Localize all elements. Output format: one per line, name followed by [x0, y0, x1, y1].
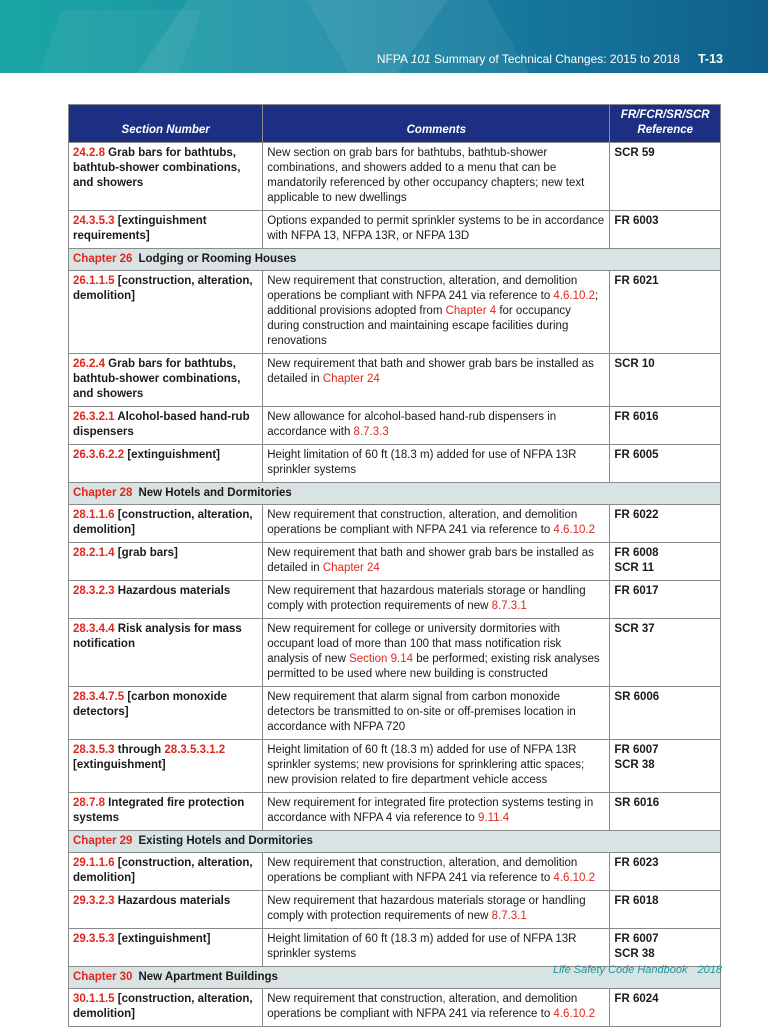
comment-cell	[263, 891, 610, 929]
table-row	[69, 505, 721, 543]
comment-text: New requirement for college or university dormitories with occupant load of more than 100 that mass notification risk analysis of new	[267, 623, 562, 665]
section-number: 26.2.4	[73, 358, 105, 370]
comment-text: New requirement that hazardous materials storage or handling comply with protection requirements of new	[267, 585, 586, 612]
comment-cell	[263, 619, 610, 687]
section-number: 26.3.2.1	[73, 411, 115, 423]
reference-cell	[610, 740, 721, 793]
comment-text: New requirement that hazardous materials storage or handling comply with protection requirements of new	[267, 895, 586, 922]
cross-reference: 4.6.10.2	[553, 872, 595, 884]
reference-cell	[610, 505, 721, 543]
table-row	[69, 853, 721, 891]
reference-cell	[610, 891, 721, 929]
section-number: 28.2.1.4	[73, 547, 115, 559]
section-number: 28.3.5.3.1.2	[164, 744, 226, 756]
reference-cell	[610, 354, 721, 407]
section-title: [extinguishment]	[124, 449, 220, 461]
chapter-title: Lodging or Rooming Houses	[138, 253, 297, 265]
section-number: 29.1.1.6	[73, 857, 115, 869]
chapter-heading	[69, 249, 721, 271]
table-row	[69, 445, 721, 483]
section-number: 29.3.2.3	[73, 895, 115, 907]
reference-cell	[610, 143, 721, 211]
chapter-title: New Hotels and Dormitories	[138, 487, 292, 499]
section-cell	[69, 445, 263, 483]
section-number: 28.1.1.6	[73, 509, 115, 521]
section-title: Alcohol-based hand-rub dispensers	[73, 411, 250, 438]
comment-text: New requirement that construction, alteration, and demolition operations be compliant with NFPA 241 via reference to	[267, 993, 578, 1020]
section-cell	[69, 581, 263, 619]
section-number: 30.1.1.5	[73, 993, 115, 1005]
column-header-section: Section Number	[69, 105, 263, 143]
cross-reference: 4.6.10.2	[553, 1008, 595, 1020]
header-title-em: 101	[410, 52, 431, 66]
comment-cell	[263, 445, 610, 483]
table-row	[69, 211, 721, 249]
reference-id: SR 6006	[614, 691, 660, 703]
reference-id: FR 6024	[614, 993, 659, 1005]
table-row	[69, 929, 721, 967]
comment-text: ; additional provisions adopted from	[267, 290, 599, 317]
reference-cell	[610, 581, 721, 619]
comment-cell	[263, 853, 610, 891]
table-row	[69, 619, 721, 687]
cross-reference: 8.7.3.1	[491, 600, 527, 612]
reference-id: FR 6007	[614, 933, 659, 945]
page-number: T-13	[697, 52, 723, 66]
section-number: 24.2.8	[73, 147, 105, 159]
section-number: 28.3.4.7.5	[73, 691, 125, 703]
reference-id: SCR 10	[614, 358, 655, 370]
section-title: [grab bars]	[114, 547, 178, 559]
column-header-reference	[610, 105, 721, 143]
table-row	[69, 740, 721, 793]
cross-reference: 4.6.10.2	[553, 290, 595, 302]
comment-cell	[263, 687, 610, 740]
comment-cell	[263, 143, 610, 211]
comment-cell	[263, 793, 610, 831]
section-cell	[69, 505, 263, 543]
reference-id: FR 6017	[614, 585, 659, 597]
comment-text: Height limitation of 60 ft (18.3 m) added for use of NFPA 13R sprinkler systems; new provisions for sprinklering attic spaces; new provision related to fire department vehicle access	[267, 744, 585, 786]
reference-cell	[610, 853, 721, 891]
section-cell	[69, 271, 263, 354]
section-title: [extinguishment]	[114, 933, 211, 945]
section-number: 28.7.8	[73, 797, 105, 809]
comment-cell	[263, 989, 610, 1027]
cross-reference: Chapter 4	[445, 305, 497, 317]
comment-text: New requirement that bath and shower grab bars be installed as detailed in	[267, 547, 594, 574]
cross-reference: 4.6.10.2	[553, 524, 595, 536]
cross-reference: 9.11.4	[477, 812, 510, 824]
comment-text: New requirement for integrated fire protection systems testing in accordance with NFPA 4 via reference to	[267, 797, 594, 824]
chapter-row	[69, 831, 721, 853]
section-cell	[69, 211, 263, 249]
chapter-row	[69, 483, 721, 505]
reference-id: FR 6007	[614, 744, 659, 756]
section-title: Integrated fire protection systems	[73, 797, 245, 824]
reference-id: FR 6018	[614, 895, 659, 907]
section-number: 28.3.4.4	[73, 623, 115, 635]
reference-cell	[610, 619, 721, 687]
reference-id: FR 6008	[614, 547, 659, 559]
section-number: 26.3.6.2.2	[73, 449, 125, 461]
table-row	[69, 143, 721, 211]
chapter-heading	[69, 483, 721, 505]
running-header	[377, 52, 723, 66]
reference-cell	[610, 543, 721, 581]
cross-reference: Chapter 24	[322, 373, 380, 385]
comment-text: Height limitation of 60 ft (18.3 m) added for use of NFPA 13R sprinkler systems	[267, 933, 577, 960]
section-title: Grab bars for bathtubs, bathtub-shower combinations, and showers	[73, 147, 241, 189]
comment-cell	[263, 271, 610, 354]
table-body	[69, 143, 721, 1027]
comment-text: Options expanded to permit sprinkler systems to be in accordance with NFPA 13, NFPA 13R, or NFPA 13D	[267, 215, 605, 242]
reference-id: FR 6003	[614, 215, 659, 227]
footer-book-title: Life Safety Code Handbook	[552, 964, 688, 976]
reference-id: FR 6023	[614, 857, 659, 869]
reference-cell	[610, 989, 721, 1027]
section-title: Hazardous materials	[114, 585, 231, 597]
table-row	[69, 354, 721, 407]
header-banner	[0, 0, 768, 73]
table-row	[69, 271, 721, 354]
reference-cell	[610, 271, 721, 354]
section-cell	[69, 793, 263, 831]
table-row	[69, 407, 721, 445]
section-title: [carbon monoxide detectors]	[73, 691, 228, 718]
comment-text: be performed; existing risk analyses permitted to be used where new building is constructed	[267, 653, 600, 680]
reference-cell	[610, 407, 721, 445]
comment-text: New section on grab bars for bathtubs, bathtub-shower combinations, and showers added to a menu that can be mandatorily referenced by other occupancy chapters; new text applicable to new dwellings	[267, 147, 585, 204]
reference-id: SCR 11	[614, 562, 655, 574]
footer-year: 2018	[697, 964, 722, 976]
cross-reference: Section 9.14	[349, 653, 414, 665]
section-cell	[69, 143, 263, 211]
reference-cell	[610, 929, 721, 967]
chapter-number: Chapter 28	[73, 487, 133, 499]
reference-id: FR 6022	[614, 509, 659, 521]
column-header-comments: Comments	[263, 105, 610, 143]
table-row	[69, 543, 721, 581]
section-title: [construction, alteration, demolition]	[73, 275, 253, 302]
section-cell	[69, 989, 263, 1027]
reference-id: SCR 38	[614, 759, 655, 771]
table-row	[69, 989, 721, 1027]
comment-cell	[263, 581, 610, 619]
comment-cell	[263, 354, 610, 407]
table-header-row	[69, 105, 721, 143]
comment-text: New requirement that bath and shower grab bars be installed as detailed in	[267, 358, 594, 385]
section-title: Grab bars for bathtubs, bathtub-shower combinations, and showers	[73, 358, 241, 400]
chapter-number: Chapter 30	[73, 971, 133, 983]
reference-cell	[610, 445, 721, 483]
reference-id: SCR 59	[614, 147, 655, 159]
section-number: 29.3.5.3	[73, 933, 115, 945]
section-title: [construction, alteration, demolition]	[73, 857, 253, 884]
section-cell	[69, 407, 263, 445]
cross-reference: 8.7.3.3	[353, 426, 389, 438]
chapter-title: New Apartment Buildings	[138, 971, 278, 983]
reference-header-line1: FR/FCR/SR/SCR	[620, 109, 710, 121]
comment-text: New requirement that alarm signal from carbon monoxide detectors be transmitted to on-site or off-premises location in accordance with NFPA 720	[267, 691, 576, 733]
chapter-number: Chapter 26	[73, 253, 133, 265]
comment-text: New requirement that construction, alteration, and demolition operations be compliant with NFPA 241 via reference to	[267, 509, 578, 536]
table-row	[69, 793, 721, 831]
comment-text: New allowance for alcohol-based hand-rub dispensers in accordance with	[267, 411, 557, 438]
comment-cell	[263, 211, 610, 249]
comment-cell	[263, 505, 610, 543]
cross-reference: 8.7.3.1	[491, 910, 527, 922]
reference-cell	[610, 687, 721, 740]
chapter-row	[69, 249, 721, 271]
section-title: [extinguishment]	[73, 759, 166, 771]
comment-cell	[263, 740, 610, 793]
comment-text: New requirement that construction, alteration, and demolition operations be compliant with NFPA 241 via reference to	[267, 275, 578, 302]
section-cell	[69, 687, 263, 740]
section-number: 28.3.2.3	[73, 585, 115, 597]
section-cell	[69, 929, 263, 967]
chapter-heading	[69, 831, 721, 853]
comment-text: New requirement that construction, alteration, and demolition operations be compliant with NFPA 241 via reference to	[267, 857, 578, 884]
section-title: through	[114, 744, 165, 756]
section-number: 24.3.5.3	[73, 215, 115, 227]
reference-id: FR 6021	[614, 275, 659, 287]
running-footer	[553, 964, 722, 976]
table-row	[69, 891, 721, 929]
comment-cell	[263, 407, 610, 445]
header-title-pre: NFPA	[376, 52, 411, 66]
comment-cell	[263, 929, 610, 967]
section-title: [construction, alteration, demolition]	[73, 509, 253, 536]
reference-cell	[610, 211, 721, 249]
section-cell	[69, 740, 263, 793]
cross-reference: Chapter 24	[322, 562, 380, 574]
section-title: [construction, alteration, demolition]	[73, 993, 253, 1020]
section-cell	[69, 853, 263, 891]
section-number: 28.3.5.3	[73, 744, 115, 756]
section-cell	[69, 619, 263, 687]
chapter-number: Chapter 29	[73, 835, 133, 847]
table-row	[69, 581, 721, 619]
reference-id: SCR 37	[614, 623, 655, 635]
section-title: Hazardous materials	[114, 895, 231, 907]
section-cell	[69, 543, 263, 581]
header-title-post: Summary of Technical Changes: 2015 to 2018	[430, 52, 680, 66]
section-cell	[69, 354, 263, 407]
chapter-title: Existing Hotels and Dormitories	[138, 835, 313, 847]
comment-text: Height limitation of 60 ft (18.3 m) added for use of NFPA 13R sprinkler systems	[267, 449, 577, 476]
reference-header-line2: Reference	[637, 124, 694, 136]
technical-changes-table	[68, 104, 721, 1027]
section-title: [extinguishment requirements]	[73, 215, 207, 242]
reference-id: FR 6005	[614, 449, 659, 461]
section-number: 26.1.1.5	[73, 275, 115, 287]
reference-id: SCR 38	[614, 948, 655, 960]
comment-text: for occupancy during construction and maintaining escape facilities during renovations	[267, 305, 571, 347]
reference-id: SR 6016	[614, 797, 660, 809]
comment-cell	[263, 543, 610, 581]
reference-id: FR 6016	[614, 411, 659, 423]
section-title: Risk analysis for mass notification	[73, 623, 242, 650]
reference-cell	[610, 793, 721, 831]
section-cell	[69, 891, 263, 929]
table-row	[69, 687, 721, 740]
